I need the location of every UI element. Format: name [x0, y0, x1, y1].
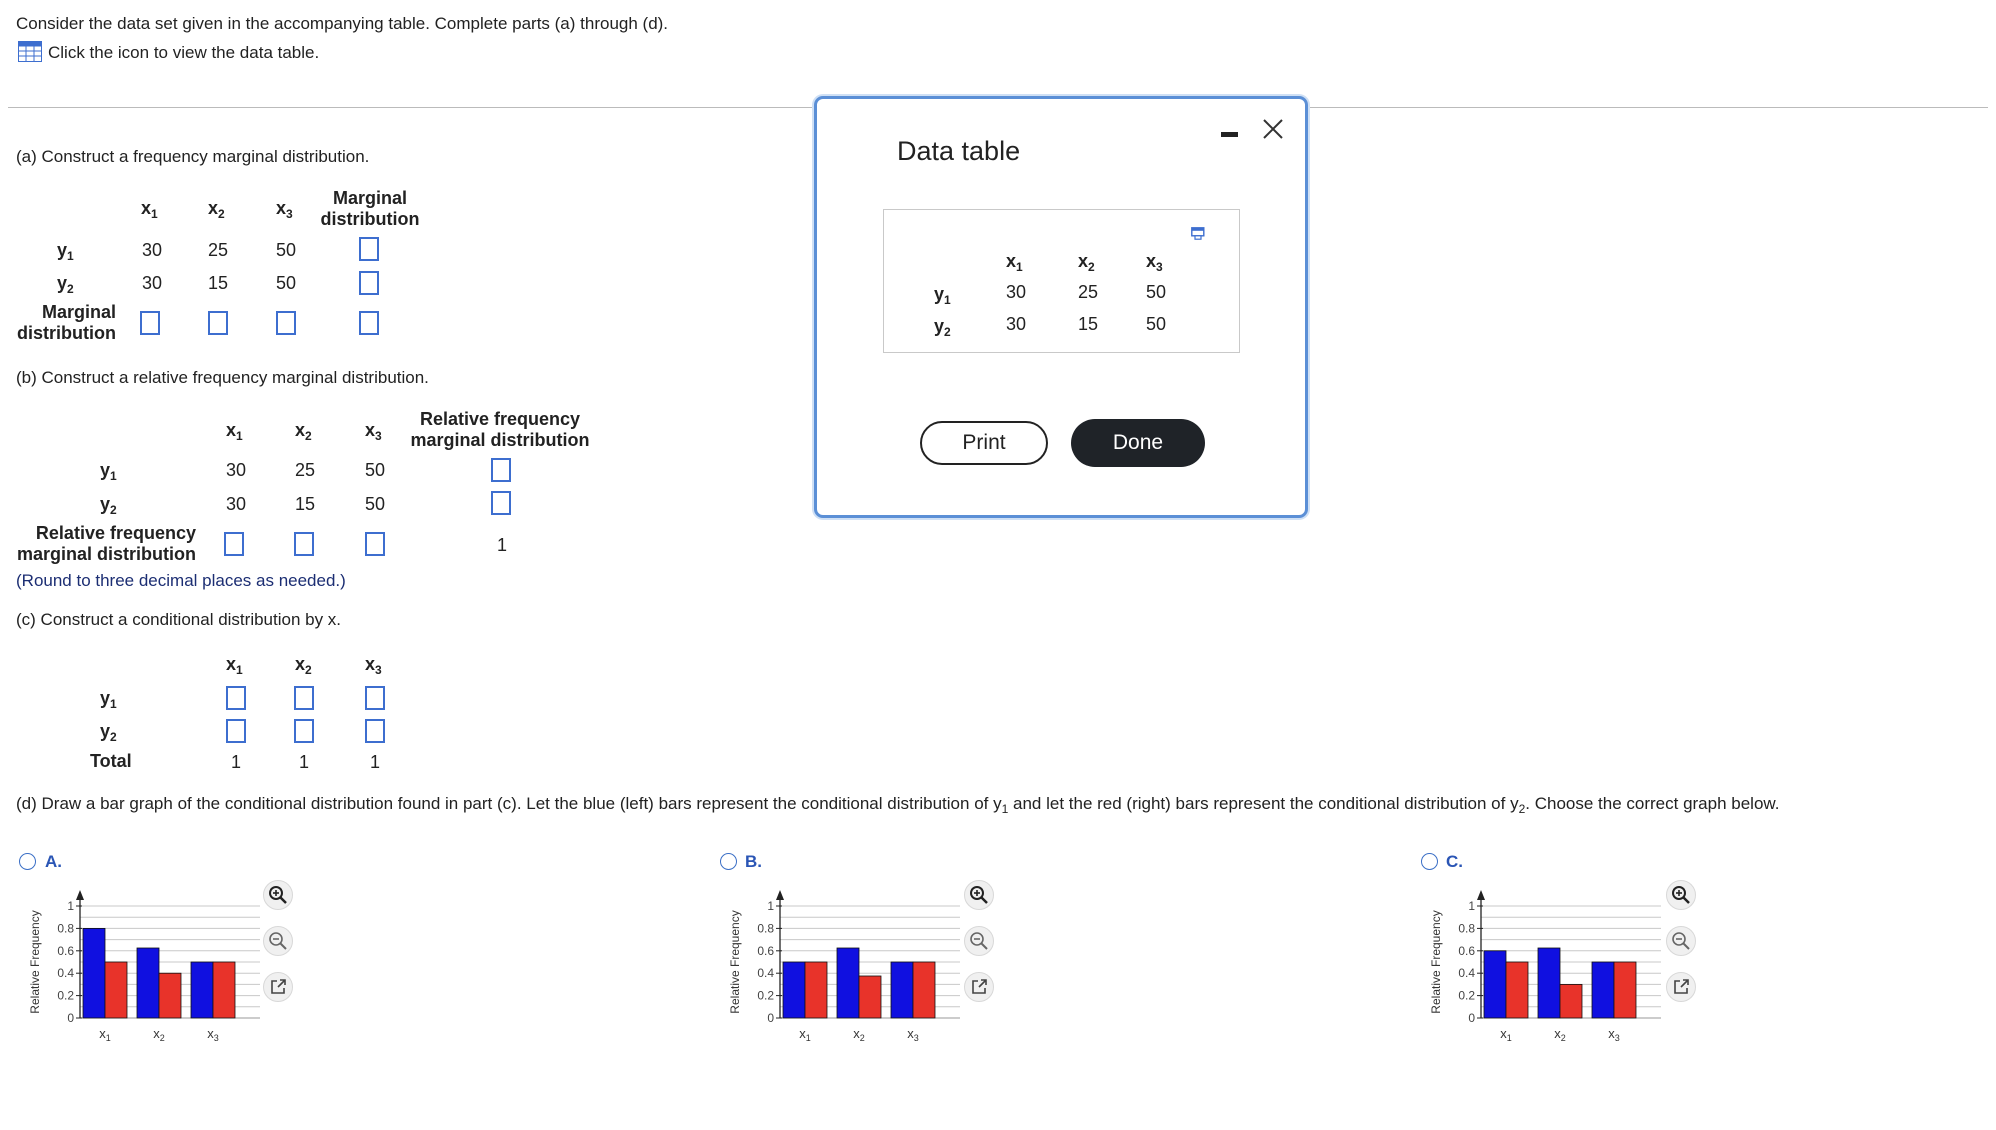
y-tick-label: 0.8 [757, 921, 774, 936]
y-axis-arrow [76, 890, 84, 900]
cond-y1-x1-input[interactable] [226, 686, 246, 710]
cell-y2-x3: 50 [365, 494, 386, 514]
dt-row-header-y1: $y_1$ [934, 284, 951, 307]
total-x2: 1 [299, 752, 310, 772]
bar-x3-series-2 [213, 962, 235, 1018]
bar-x2-series-2 [159, 973, 181, 1018]
print-button[interactable]: Print [920, 421, 1048, 465]
open-external-icon[interactable] [263, 972, 293, 1002]
cell-y2-x1: 30 [142, 273, 163, 293]
cell-y1-x2: 25 [295, 460, 316, 480]
zoom-out-icon[interactable] [263, 926, 293, 956]
y-tick-label: 0.2 [757, 988, 774, 1003]
part-b-title: (b) Construct a relative frequency marginal distribution. [16, 368, 429, 387]
option-b-label[interactable]: B. [745, 852, 762, 871]
cond-y1-x3-input[interactable] [365, 686, 385, 710]
option-a-label[interactable]: A. [45, 852, 62, 871]
bar-x1-series-2 [805, 962, 827, 1018]
cond-y2-x2-input[interactable] [294, 719, 314, 743]
cell-y2-x2: 15 [295, 494, 316, 514]
marginal-x3-input[interactable] [276, 311, 296, 335]
part-a-title: (a) Construct a frequency marginal distribution. [16, 147, 370, 166]
cond-y2-x1-input[interactable] [226, 719, 246, 743]
row-header-total: Total [90, 751, 132, 771]
row-header-marginal: Marginal distribution [17, 302, 116, 343]
dt-cell-y1-x2: 25 [1078, 282, 1099, 302]
cell-y1-x3: 50 [365, 460, 386, 480]
open-external-icon[interactable] [964, 972, 994, 1002]
rounding-note: (Round to three decimal places as needed.) [16, 571, 346, 590]
col-header-marginal: Marginal distribution [320, 188, 420, 229]
row-header-y2: $y_2$ [100, 494, 117, 517]
dt-cell-y2-x2: 15 [1078, 314, 1099, 334]
bar-x2-series-1 [1538, 948, 1560, 1018]
bar-x3-series-1 [891, 962, 913, 1018]
cell-y2-x3: 50 [276, 273, 297, 293]
cell-y2-x2: 15 [208, 273, 229, 293]
x-tick-label: $x_3$ [1608, 1026, 1620, 1043]
rel-marginal-total: 1 [497, 535, 508, 555]
option-b-radio[interactable] [720, 853, 737, 870]
zoom-out-icon[interactable] [964, 926, 994, 956]
zoom-in-icon[interactable] [1666, 880, 1696, 910]
row-header-y1: $y_1$ [100, 460, 117, 483]
x-tick-label: $x_2$ [153, 1026, 165, 1043]
cell-y1-x1: 30 [142, 240, 163, 260]
dt-row-header-y2: $y_2$ [934, 316, 951, 339]
cell-y2-x1: 30 [226, 494, 247, 514]
rel-marginal-y1-input[interactable] [491, 458, 511, 482]
col-header-x3: $x_3$ [365, 654, 382, 677]
rel-marginal-x3-input[interactable] [365, 532, 385, 556]
rel-marginal-y2-input[interactable] [491, 491, 511, 515]
bar-x3-series-1 [1592, 962, 1614, 1018]
dt-col-header-x3: $x_3$ [1146, 251, 1163, 274]
col-header-x2: $x_2$ [295, 654, 312, 677]
cell-y1-x1: 30 [226, 460, 247, 480]
option-a-radio[interactable] [19, 853, 36, 870]
dt-cell-y1-x1: 30 [1006, 282, 1027, 302]
cond-y1-x2-input[interactable] [294, 686, 314, 710]
minimize-icon[interactable] [1221, 132, 1238, 137]
total-x1: 1 [231, 752, 242, 772]
table-icon[interactable] [18, 41, 42, 67]
row-header-rel-marginal: Relative frequency marginal distribution [16, 523, 196, 564]
y-tick-label: 0.4 [757, 966, 774, 981]
bar-x3-series-1 [191, 962, 213, 1018]
x-tick-label: $x_3$ [207, 1026, 219, 1043]
y-tick-label: 1 [767, 899, 774, 913]
x-tick-label: $x_1$ [1500, 1026, 1512, 1043]
marginal-y1-input[interactable] [359, 237, 379, 261]
zoom-out-icon[interactable] [1666, 926, 1696, 956]
dialog-title: Data table [897, 136, 1021, 166]
open-external-icon[interactable] [1666, 972, 1696, 1002]
part-d-prompt: (d) Draw a bar graph of the conditional distribution found in part (c). Let the blue (left) bars represent the conditional distribution of $y_1$ and let the red (right) bars represent the conditional distribution of $y_2$. Choose the correct graph below. [16, 794, 1780, 816]
option-c-radio[interactable] [1421, 853, 1438, 870]
y-axis-label: Relative Frequency [28, 910, 42, 1014]
chart-option-a [24, 878, 264, 1048]
rel-marginal-x2-input[interactable] [294, 532, 314, 556]
part-c-title: (c) Construct a conditional distribution by x. [16, 610, 342, 629]
dt-col-header-x1: $x_1$ [1006, 251, 1023, 274]
total-x3: 1 [370, 752, 381, 772]
col-header-x1: $x_1$ [226, 420, 243, 443]
y-tick-label: 0 [1468, 1011, 1475, 1025]
bar-x1-series-1 [83, 928, 105, 1018]
y-tick-label: 0.2 [57, 988, 74, 1003]
bar-x1-series-1 [783, 962, 805, 1018]
y-tick-label: 0 [767, 1011, 774, 1025]
marginal-y2-input[interactable] [359, 271, 379, 295]
cond-y2-x3-input[interactable] [365, 719, 385, 743]
y-tick-label: 0.6 [757, 943, 774, 958]
col-header-x1: $x_1$ [141, 198, 158, 221]
data-table-link-label[interactable]: Click the icon to view the data table. [48, 43, 320, 62]
marginal-x1-input[interactable] [140, 311, 160, 335]
x-tick-label: $x_2$ [853, 1026, 865, 1043]
y-axis-arrow [776, 890, 784, 900]
bar-x3-series-2 [913, 962, 935, 1018]
bar-x2-series-1 [837, 948, 859, 1018]
question-text: Consider the data set given in the accompanying table. Complete parts (a) through (d). [16, 14, 669, 33]
bar-x3-series-2 [1614, 962, 1636, 1018]
bar-x1-series-2 [105, 962, 127, 1018]
row-header-y2: $y_2$ [100, 721, 117, 744]
x-tick-label: $x_1$ [799, 1026, 811, 1043]
cell-y1-x2: 25 [208, 240, 229, 260]
y-tick-label: 0.8 [57, 921, 74, 936]
cell-y1-x3: 50 [276, 240, 297, 260]
copy-table-icon[interactable] [1191, 224, 1206, 245]
x-tick-label: $x_2$ [1554, 1026, 1566, 1043]
y-tick-label: 0.6 [57, 943, 74, 958]
col-header-x1: $x_1$ [226, 654, 243, 677]
data-table-link[interactable] [18, 41, 319, 67]
bar-x2-series-2 [859, 976, 881, 1018]
bar-x1-series-1 [1484, 951, 1506, 1018]
y-tick-label: 0.4 [57, 966, 74, 981]
y-axis-arrow [1477, 890, 1485, 900]
col-header-rel-marginal: Relative frequency marginal distribution [410, 409, 590, 450]
done-button[interactable]: Done [1071, 419, 1205, 467]
y-tick-label: 0 [67, 1011, 74, 1025]
y-tick-label: 0.2 [1458, 988, 1475, 1003]
row-header-y1: $y_1$ [57, 240, 74, 263]
col-header-x2: $x_2$ [208, 198, 225, 221]
dt-cell-y1-x3: 50 [1146, 282, 1167, 302]
chart-option-c [1425, 878, 1665, 1048]
bar-x2-series-2 [1560, 984, 1582, 1018]
close-icon[interactable] [1262, 118, 1284, 145]
y-tick-label: 1 [1468, 899, 1475, 913]
y-tick-label: 0.4 [1458, 966, 1475, 981]
bar-x1-series-2 [1506, 962, 1528, 1018]
marginal-total-input[interactable] [359, 311, 379, 335]
y-axis-label: Relative Frequency [1429, 910, 1443, 1014]
y-tick-label: 1 [67, 899, 74, 913]
x-tick-label: $x_1$ [99, 1026, 111, 1043]
chart-option-b [724, 878, 964, 1048]
y-tick-label: 0.8 [1458, 921, 1475, 936]
marginal-x2-input[interactable] [208, 311, 228, 335]
col-header-x3: $x_3$ [365, 420, 382, 443]
col-header-x3: $x_3$ [276, 198, 293, 221]
dt-col-header-x2: $x_2$ [1078, 251, 1095, 274]
zoom-in-icon[interactable] [964, 880, 994, 910]
dt-cell-y2-x1: 30 [1006, 314, 1027, 334]
zoom-in-icon[interactable] [263, 880, 293, 910]
y-axis-label: Relative Frequency [728, 910, 742, 1014]
bar-x2-series-1 [137, 948, 159, 1018]
col-header-x2: $x_2$ [295, 420, 312, 443]
rel-marginal-x1-input[interactable] [224, 532, 244, 556]
y-tick-label: 0.6 [1458, 943, 1475, 958]
row-header-y2: $y_2$ [57, 273, 74, 296]
option-c-label[interactable]: C. [1446, 852, 1463, 871]
dt-cell-y2-x3: 50 [1146, 314, 1167, 334]
x-tick-label: $x_3$ [907, 1026, 919, 1043]
row-header-y1: $y_1$ [100, 688, 117, 711]
